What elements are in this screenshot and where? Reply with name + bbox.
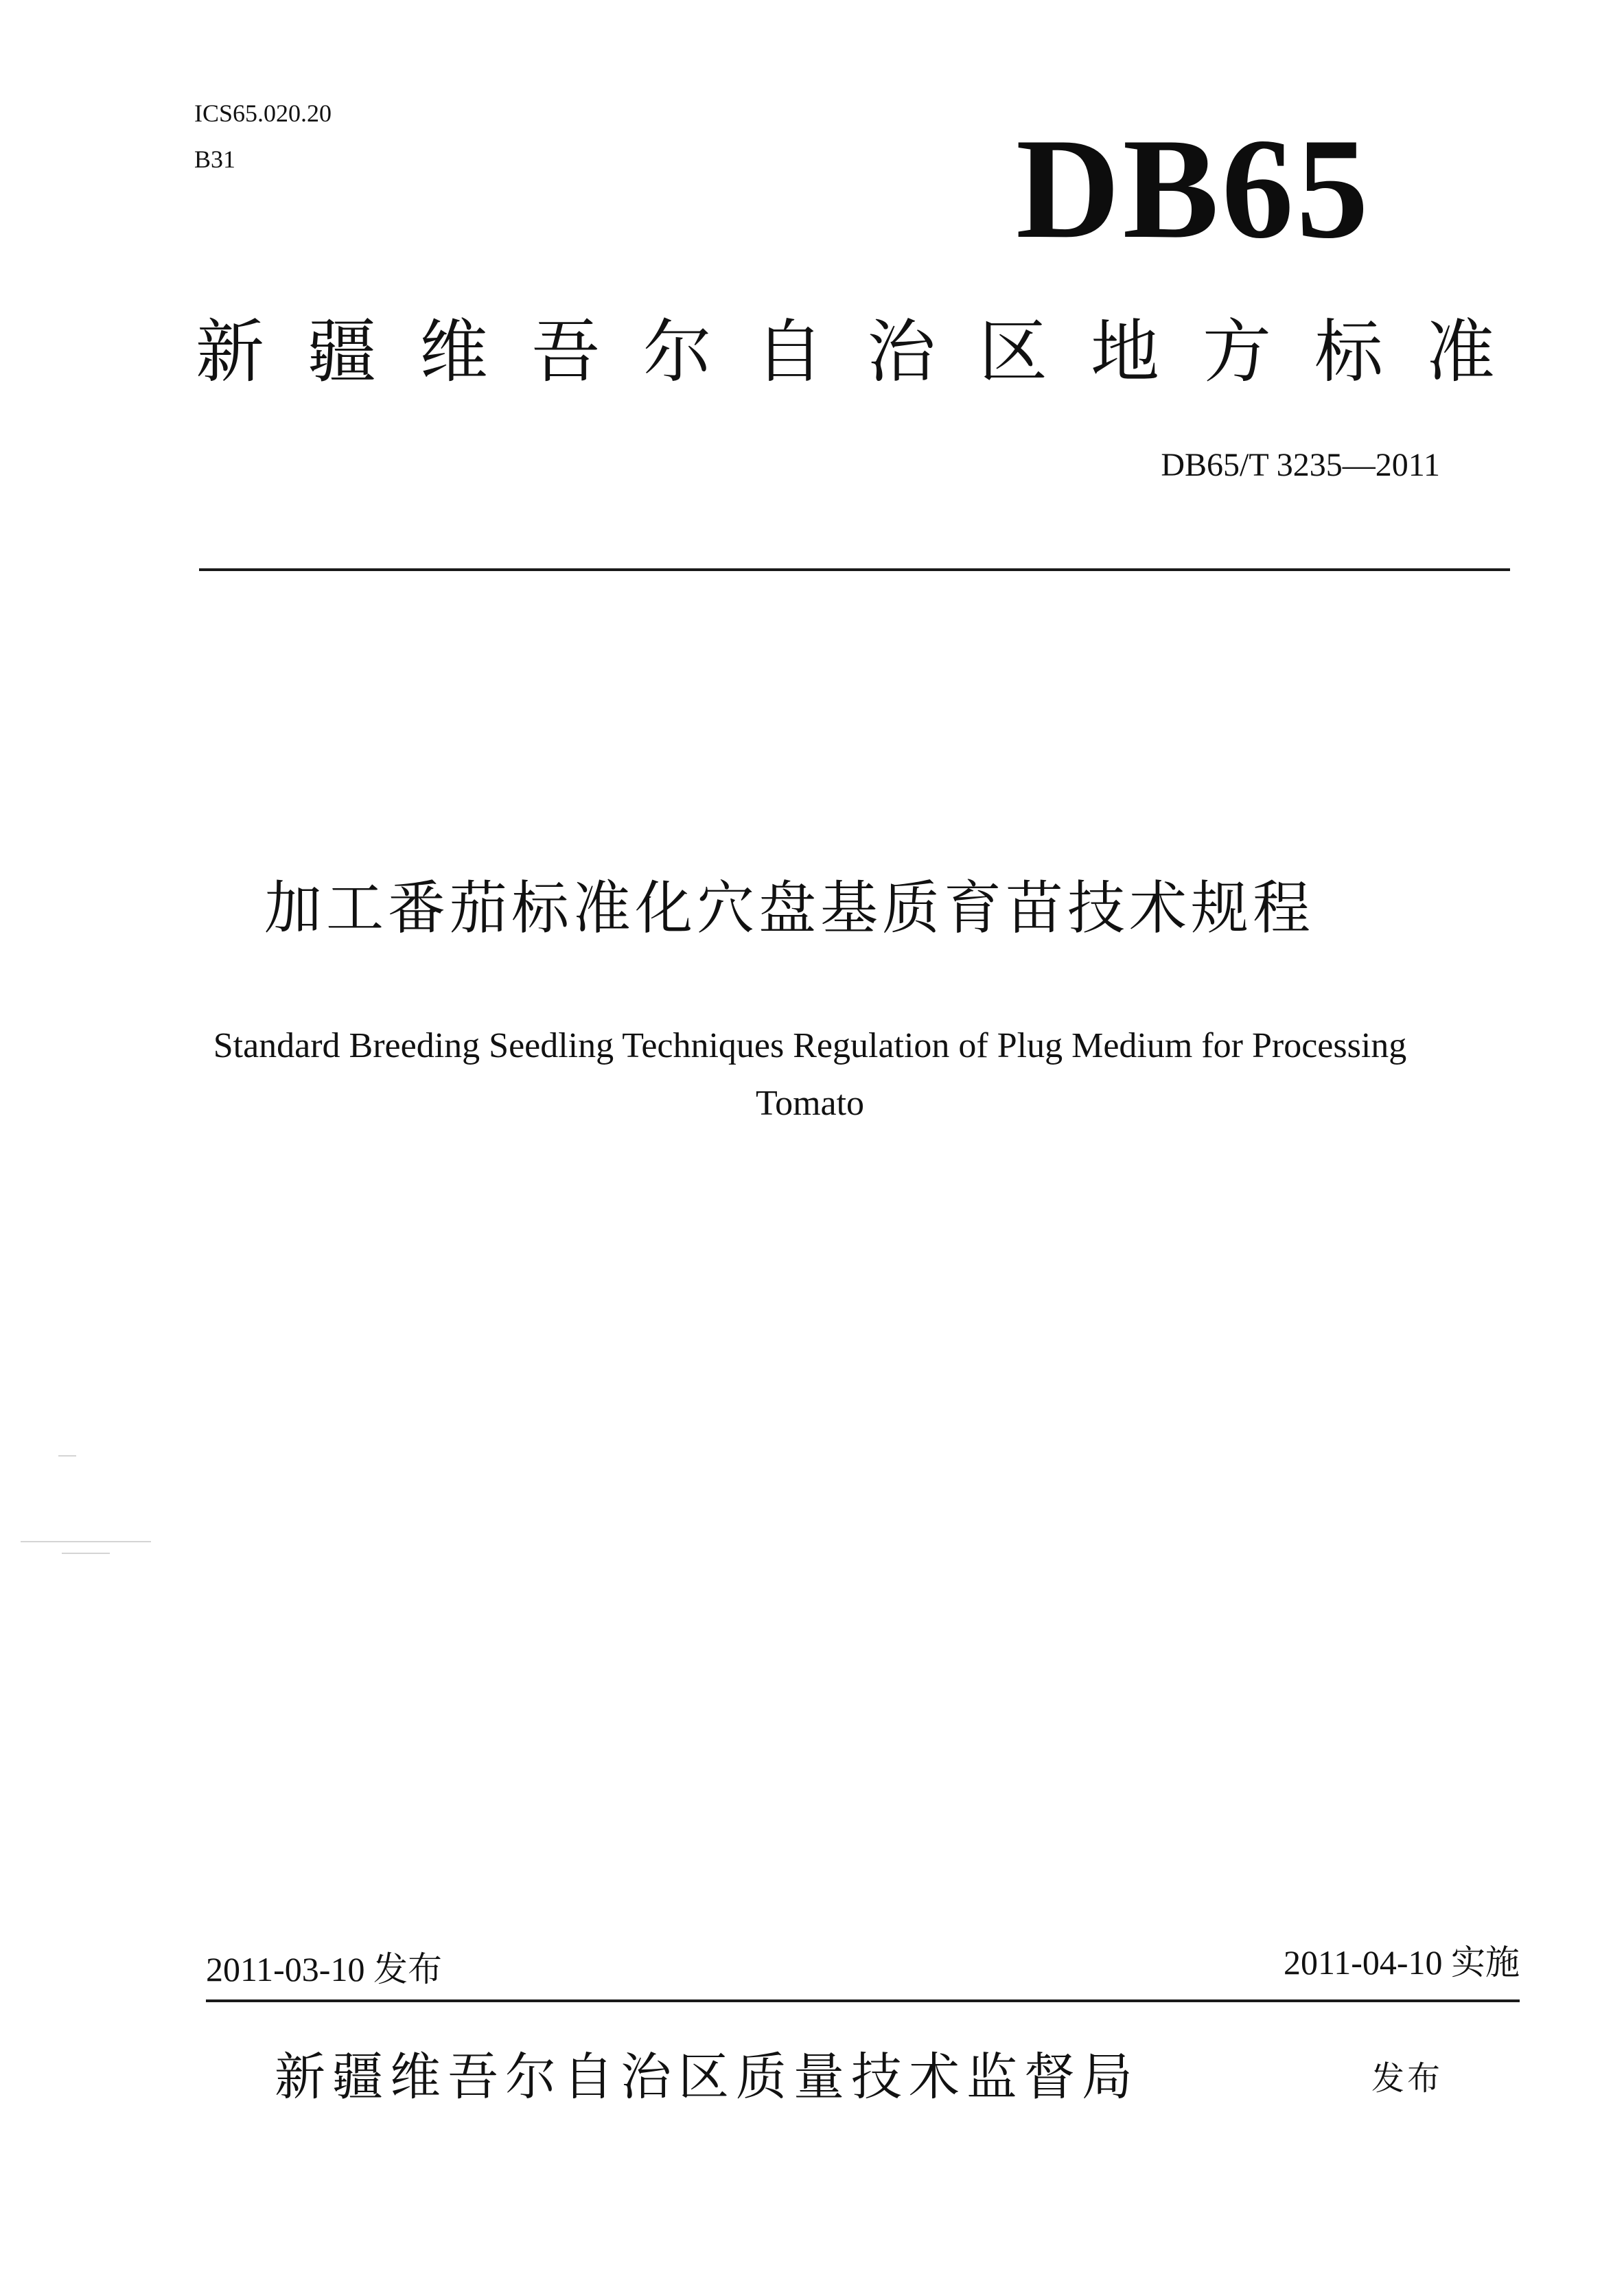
publish-date: 2011-03-10 发布	[206, 1950, 442, 1988]
title-english: Standard Breeding Seedling Techniques Regulation of Plug Medium for Processing Tomato	[213, 1026, 1407, 1123]
scan-artifact	[62, 1553, 110, 1554]
standard-logo: DB65	[1016, 109, 1371, 268]
title-chinese: 加工番茄标准化穴盘基质育苗技术规程	[264, 874, 1314, 942]
issuer-name: 新疆维吾尔自治区质量技术监督局	[275, 2048, 1139, 2107]
document-number: DB65/T 3235—2011	[1161, 447, 1440, 483]
ics-code: ICS65.020.20	[194, 100, 332, 127]
scan-artifact	[21, 1541, 151, 1542]
footer-divider	[206, 1999, 1520, 2002]
implement-date: 2011-04-10 实施	[1284, 1943, 1520, 1982]
standard-type-heading: 新疆维吾尔自治区地方标准	[196, 312, 1538, 392]
header-divider	[199, 568, 1510, 571]
classification-code: B31	[194, 146, 236, 173]
scan-artifact	[58, 1455, 76, 1457]
issuer-suffix: 发布	[1371, 2059, 1443, 2098]
